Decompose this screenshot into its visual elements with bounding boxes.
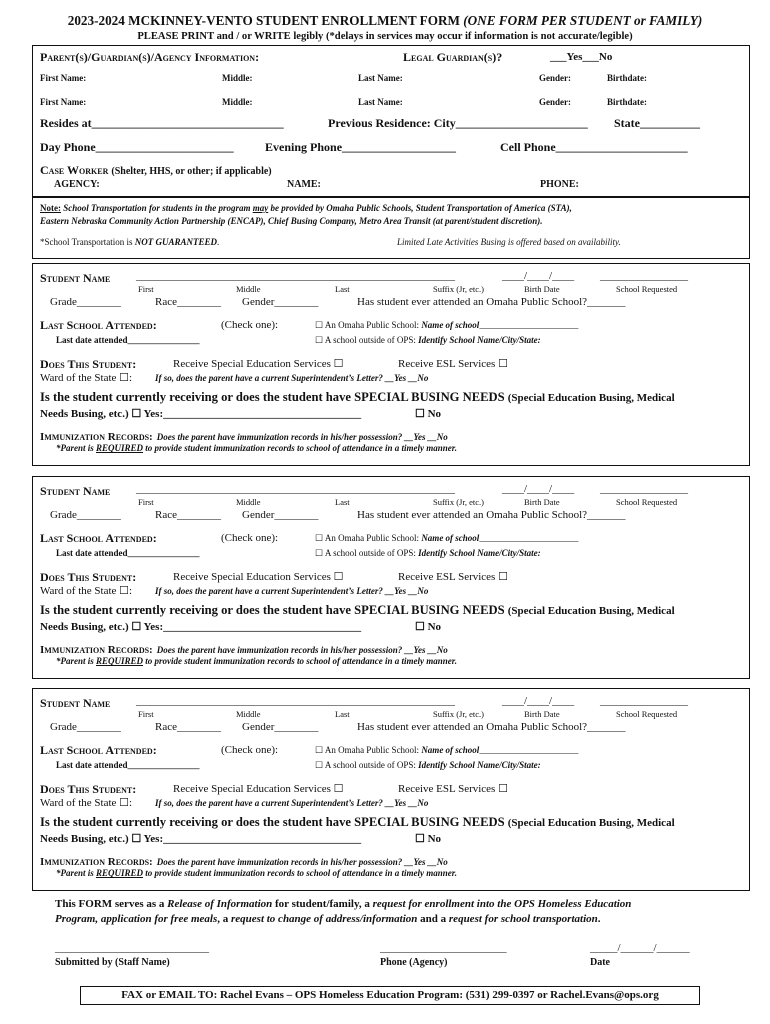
last-school-label: Last School Attended: (40, 743, 157, 757)
esl-checkbox[interactable]: Receive ESL Services ☐ (398, 783, 508, 795)
birthdate-label[interactable]: Birthdate: (607, 97, 647, 107)
student-name-label: Student Name (40, 484, 111, 498)
state-field[interactable]: State__________ (614, 116, 700, 130)
check-one-label: (Check one): (221, 532, 279, 544)
form-subtitle: PLEASE PRINT and / or WRITE legibly (*delays in services may occur if information is not accurate/legible) (137, 31, 633, 42)
attended-ops-field[interactable]: Has student ever attended an Omaha Public School?_______ (357, 721, 626, 733)
school-requested-line[interactable]: ________________ (600, 483, 688, 495)
birth-date-line[interactable]: ____/____/____ (502, 483, 575, 495)
race-field[interactable]: Race________ (155, 721, 221, 733)
immunization-row: Immunization Records: Does the parent have immunization records in his/her possession? __Yes __No (40, 856, 448, 868)
birth-date-caption: Birth Date (524, 284, 560, 294)
grade-field[interactable]: Grade________ (50, 296, 121, 308)
busing-no-checkbox[interactable]: ☐ No (415, 833, 442, 845)
middle-caption: Middle (236, 497, 261, 507)
special-ed-checkbox[interactable]: Receive Special Education Services ☐ (173, 358, 344, 370)
student-name-line[interactable]: __________________________________________________________ (136, 695, 455, 707)
ops-school-option[interactable]: ☐ An Omaha Public School: Name of school______________________ (315, 533, 579, 543)
student-name-label: Student Name (40, 271, 111, 285)
special-busing-question: Is the student currently receiving or does the student have SPECIAL BUSING NEEDS (Special Education Busing, Medical (40, 815, 675, 829)
student-block-1 (0, 263, 770, 466)
ward-of-state-checkbox[interactable]: Ward of the State ☐: (40, 585, 133, 597)
special-busing-question: Is the student currently receiving or does the student have SPECIAL BUSING NEEDS (Special Education Busing, Medical (40, 390, 675, 404)
grade-field[interactable]: Grade________ (50, 721, 121, 733)
student-name-label: Student Name (40, 696, 111, 710)
first-caption: First (138, 709, 154, 719)
last-school-label: Last School Attended: (40, 531, 157, 545)
late-busing-note: Limited Late Activities Busing is offered based on availability. (397, 237, 621, 247)
student-block-2 (0, 476, 770, 679)
birthdate-label[interactable]: Birthdate: (607, 73, 647, 83)
legal-guardian-label: Legal Guardian(s)? (403, 50, 503, 64)
release-statement-line-1: This FORM serves as a Release of Information for student/family, a request for enrollment into the OPS Homeless Education (55, 898, 632, 910)
last-name-label[interactable]: Last Name: (358, 73, 403, 83)
staff-name-line[interactable]: ____________________________ (55, 942, 209, 954)
first-name-label[interactable]: First Name: (40, 73, 87, 83)
immunization-row: Immunization Records: Does the parent have immunization records in his/her possession? __Yes __No (40, 644, 448, 656)
school-requested-line[interactable]: ________________ (600, 270, 688, 282)
last-caption: Last (335, 284, 350, 294)
first-name-label[interactable]: First Name: (40, 97, 87, 107)
outside-school-option[interactable]: ☐ A school outside of OPS: Identify School Name/City/State: (315, 548, 541, 558)
gender-field[interactable]: Gender________ (242, 296, 319, 308)
outside-school-option[interactable]: ☐ A school outside of OPS: Identify School Name/City/State: (315, 335, 541, 345)
immunization-required-note: *Parent is REQUIRED to provide student immunization records to school of attendance in a timely manner. (56, 868, 458, 878)
birth-date-line[interactable]: ____/____/____ (502, 695, 575, 707)
submitted-by-label: Submitted by (Staff Name) (55, 957, 170, 968)
special-ed-checkbox[interactable]: Receive Special Education Services ☐ (173, 783, 344, 795)
immunization-required-note: *Parent is REQUIRED to provide student immunization records to school of attendance in a timely manner. (56, 656, 458, 666)
birth-date-line[interactable]: ____/____/____ (502, 270, 575, 282)
transportation-note-line-1: Note: School Transportation for students in the program may be provided by Omaha Public Schools, Student Transportation of America (STA), (40, 203, 572, 213)
attended-ops-field[interactable]: Has student ever attended an Omaha Public School?_______ (357, 296, 626, 308)
gender-field[interactable]: Gender________ (242, 509, 319, 521)
form-title: 2023-2024 MCKINNEY-VENTO STUDENT ENROLLMENT FORM (ONE FORM PER STUDENT or FAMILY) (67, 13, 703, 28)
race-field[interactable]: Race________ (155, 509, 221, 521)
birth-date-caption: Birth Date (524, 709, 560, 719)
first-caption: First (138, 284, 154, 294)
student-name-row (40, 482, 110, 500)
superintendent-letter-question[interactable]: If so, does the parent have a current Superintendent’s Letter? __Yes __No (155, 373, 429, 383)
student-name-line[interactable]: __________________________________________________________ (136, 270, 455, 282)
ward-of-state-checkbox[interactable]: Ward of the State ☐: (40, 372, 133, 384)
immunization-row: Immunization Records: Does the parent have immunization records in his/her possession? __Yes __No (40, 431, 448, 443)
esl-checkbox[interactable]: Receive ESL Services ☐ (398, 358, 508, 370)
student-block-3 (0, 688, 770, 891)
superintendent-letter-question[interactable]: If so, does the parent have a current Superintendent’s Letter? __Yes __No (155, 798, 429, 808)
ward-of-state-checkbox[interactable]: Ward of the State ☐: (40, 797, 133, 809)
transportation-note-line-2: Eastern Nebraska Community Action Partnership (ENCAP), Chief Busing Company, Metro Area Transit (at parent/student discretion). (40, 216, 543, 226)
legal-guardian-yes-no[interactable]: ___Yes___No (550, 51, 613, 63)
release-statement-line-2: Program, application for free meals, a request to change of address/information and a request for school transportation. (55, 913, 601, 925)
busing-no-checkbox[interactable]: ☐ No (415, 621, 442, 633)
previous-residence-field[interactable]: Previous Residence: City______________________ (328, 116, 588, 130)
case-worker-heading: Case Worker (Shelter, HHS, or other; if applicable) (40, 163, 272, 177)
school-requested-caption: School Requested (616, 497, 678, 507)
suffix-caption: Suffix (Jr, etc.) (433, 284, 484, 294)
phone-agency-label: Phone (Agency) (380, 957, 448, 968)
check-one-label: (Check one): (221, 319, 279, 331)
fax-email-footer: FAX or EMAIL TO: Rachel Evans – OPS Homeless Education Program: (531) 299-0397 or Rachel.Evans@ops.org (121, 989, 659, 1001)
student-name-line[interactable]: __________________________________________________________ (136, 483, 455, 495)
special-busing-question: Is the student currently receiving or does the student have SPECIAL BUSING NEEDS (Special Education Busing, Medical (40, 603, 675, 617)
middle-label[interactable]: Middle: (222, 73, 253, 83)
last-caption: Last (335, 497, 350, 507)
gender-field[interactable]: Gender________ (242, 721, 319, 733)
middle-caption: Middle (236, 709, 261, 719)
birth-date-caption: Birth Date (524, 497, 560, 507)
middle-caption: Middle (236, 284, 261, 294)
does-student-label: Does This Student: (40, 570, 137, 584)
first-caption: First (138, 497, 154, 507)
cell-phone-field[interactable]: Cell Phone______________________ (500, 140, 688, 154)
case-worker-name[interactable]: NAME: (287, 179, 321, 190)
immunization-required-note: *Parent is REQUIRED to provide student immunization records to school of attendance in a timely manner. (56, 443, 458, 453)
agency-phone-line[interactable]: _______________________ (380, 942, 507, 954)
busing-no-checkbox[interactable]: ☐ No (415, 408, 442, 420)
race-field[interactable]: Race________ (155, 296, 221, 308)
resides-at-field[interactable]: Resides at________________________________ (40, 116, 284, 130)
ops-school-option[interactable]: ☐ An Omaha Public School: Name of school______________________ (315, 320, 579, 330)
day-phone-field[interactable]: Day Phone_______________________ (40, 140, 234, 154)
case-worker-agency[interactable]: AGENCY: (54, 179, 100, 190)
gender-label[interactable]: Gender: (539, 97, 571, 107)
outside-school-option[interactable]: ☐ A school outside of OPS: Identify School Name/City/State: (315, 760, 541, 770)
last-date-attended-field[interactable]: Last date attended________________ (56, 760, 200, 770)
school-requested-caption: School Requested (616, 284, 678, 294)
busing-yes-field[interactable]: Needs Busing, etc.) ☐ Yes:____________________________________ (40, 408, 362, 420)
suffix-caption: Suffix (Jr, etc.) (433, 497, 484, 507)
school-requested-caption: School Requested (616, 709, 678, 719)
ops-school-option[interactable]: ☐ An Omaha Public School: Name of school______________________ (315, 745, 579, 755)
date-label: Date (590, 957, 610, 968)
does-student-label: Does This Student: (40, 357, 137, 371)
last-name-label[interactable]: Last Name: (358, 97, 403, 107)
does-student-label: Does This Student: (40, 782, 137, 796)
check-one-label: (Check one): (221, 744, 279, 756)
suffix-caption: Suffix (Jr, etc.) (433, 709, 484, 719)
last-date-attended-field[interactable]: Last date attended________________ (56, 548, 200, 558)
last-school-label: Last School Attended: (40, 318, 157, 332)
busing-yes-field[interactable]: Needs Busing, etc.) ☐ Yes:____________________________________ (40, 621, 362, 633)
last-date-attended-field[interactable]: Last date attended________________ (56, 335, 200, 345)
grade-field[interactable]: Grade________ (50, 509, 121, 521)
not-guaranteed-note: *School Transportation is NOT GUARANTEED. (40, 237, 220, 247)
student-name-row (40, 269, 110, 287)
superintendent-letter-question[interactable]: If so, does the parent have a current Superintendent’s Letter? __Yes __No (155, 586, 429, 596)
attended-ops-field[interactable]: Has student ever attended an Omaha Public School?_______ (357, 509, 626, 521)
student-name-row (40, 694, 110, 712)
date-line[interactable]: _____/______/______ (590, 942, 690, 954)
evening-phone-field[interactable]: Evening Phone___________________ (265, 140, 457, 154)
middle-label[interactable]: Middle: (222, 97, 253, 107)
esl-checkbox[interactable]: Receive ESL Services ☐ (398, 571, 508, 583)
case-worker-phone[interactable]: PHONE: (540, 179, 579, 190)
busing-yes-field[interactable]: Needs Busing, etc.) ☐ Yes:____________________________________ (40, 833, 362, 845)
special-ed-checkbox[interactable]: Receive Special Education Services ☐ (173, 571, 344, 583)
parent-heading: Parent(s)/Guardian(s)/Agency Information: (40, 50, 260, 64)
last-caption: Last (335, 709, 350, 719)
gender-label[interactable]: Gender: (539, 73, 571, 83)
school-requested-line[interactable]: ________________ (600, 695, 688, 707)
